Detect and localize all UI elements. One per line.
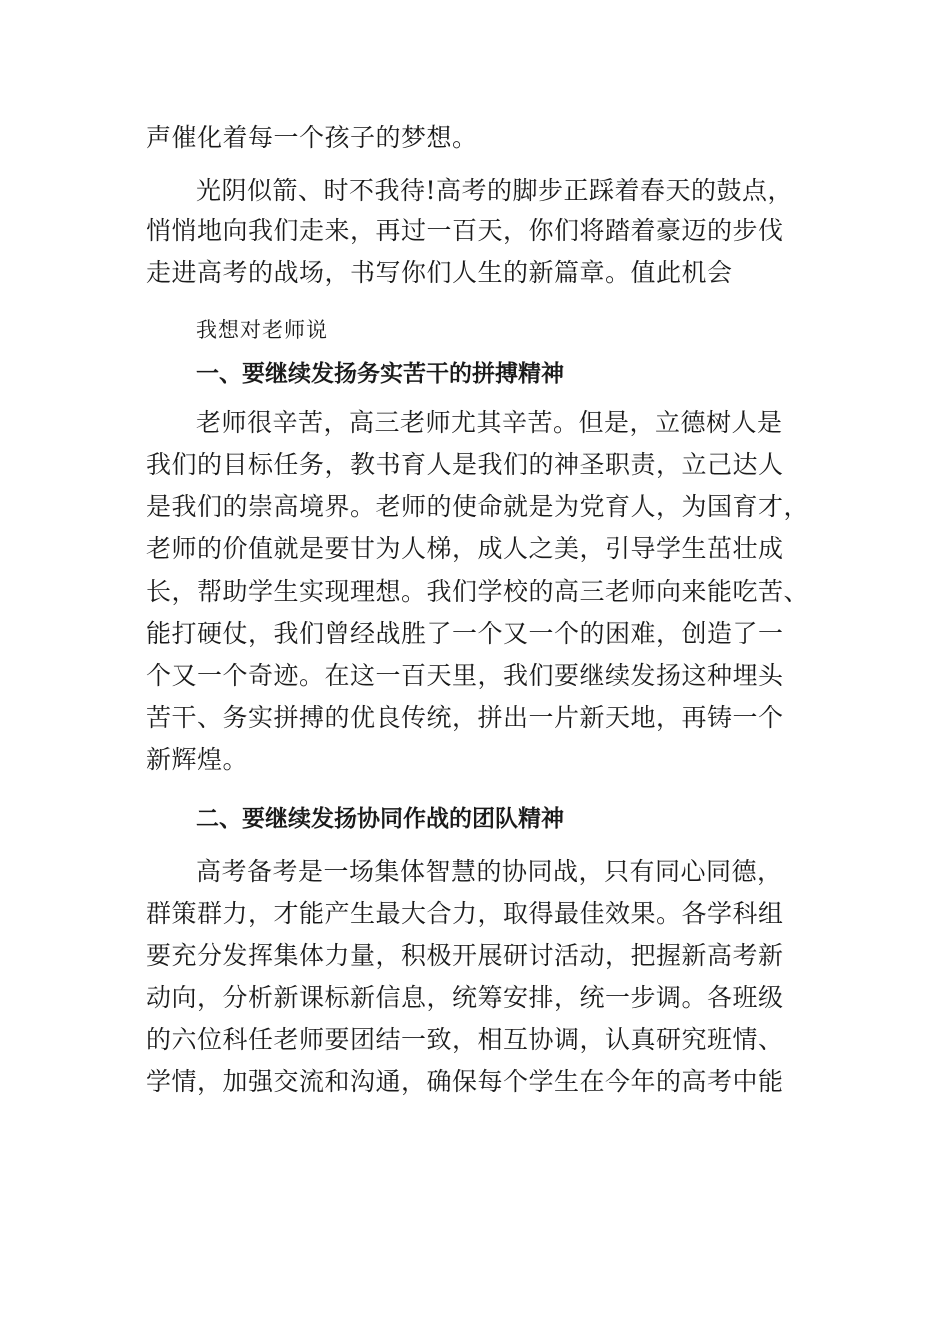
section-heading: 二、要继续发扬协同作战的团队精神	[196, 806, 564, 832]
text-line: 光阴似箭、时不我待!高考的脚步正踩着春天的鼓点，	[196, 176, 794, 205]
text-line: 我们的目标任务，教书育人是我们的神圣职责，立己达人	[146, 450, 784, 479]
text-line: 声催化着每一个孩子的梦想。	[146, 123, 478, 152]
text-line: 长，帮助学生实现理想。我们学校的高三老师向来能吃苦、	[146, 577, 810, 606]
text-line: 群策群力，才能产生最大合力，取得最佳效果。各学科组	[146, 899, 784, 928]
text-line: 学情，加强交流和沟通，确保每个学生在今年的高考中能	[146, 1067, 784, 1096]
text-line: 新辉煌。	[146, 745, 249, 774]
text-line: 动向，分析新课标新信息，统筹安排，统一步调。各班级	[146, 983, 784, 1012]
text-line: 高考备考是一场集体智慧的协同战，只有同心同德，	[196, 857, 783, 886]
section-heading: 一、要继续发扬务实苦干的拼搏精神	[196, 361, 564, 387]
text-line: 的六位科任老师要团结一致，相互协调，认真研究班情、	[146, 1025, 784, 1054]
text-line: 老师的价值就是要甘为人梯，成人之美，引导学生茁壮成	[146, 534, 784, 563]
text-line: 我想对老师说	[196, 318, 328, 342]
text-line: 老师很辛苦，高三老师尤其辛苦。但是，立德树人是	[196, 408, 783, 437]
text-line: 苦干、务实拼搏的优良传统，拼出一片新天地，再铸一个	[146, 703, 784, 732]
text-line: 要充分发挥集体力量，积极开展研讨活动，把握新高考新	[146, 941, 784, 970]
text-line: 是我们的崇高境界。老师的使命就是为党育人，为国育才，	[146, 492, 810, 521]
text-line: 悄悄地向我们走来，再过一百天，你们将踏着豪迈的步伐	[146, 216, 784, 245]
text-line: 能打硬仗，我们曾经战胜了一个又一个的困难，创造了一	[146, 619, 784, 648]
text-line: 走进高考的战场，书写你们人生的新篇章。值此机会	[146, 258, 733, 287]
text-line: 个又一个奇迹。在这一百天里，我们要继续发扬这种埋头	[146, 661, 784, 690]
